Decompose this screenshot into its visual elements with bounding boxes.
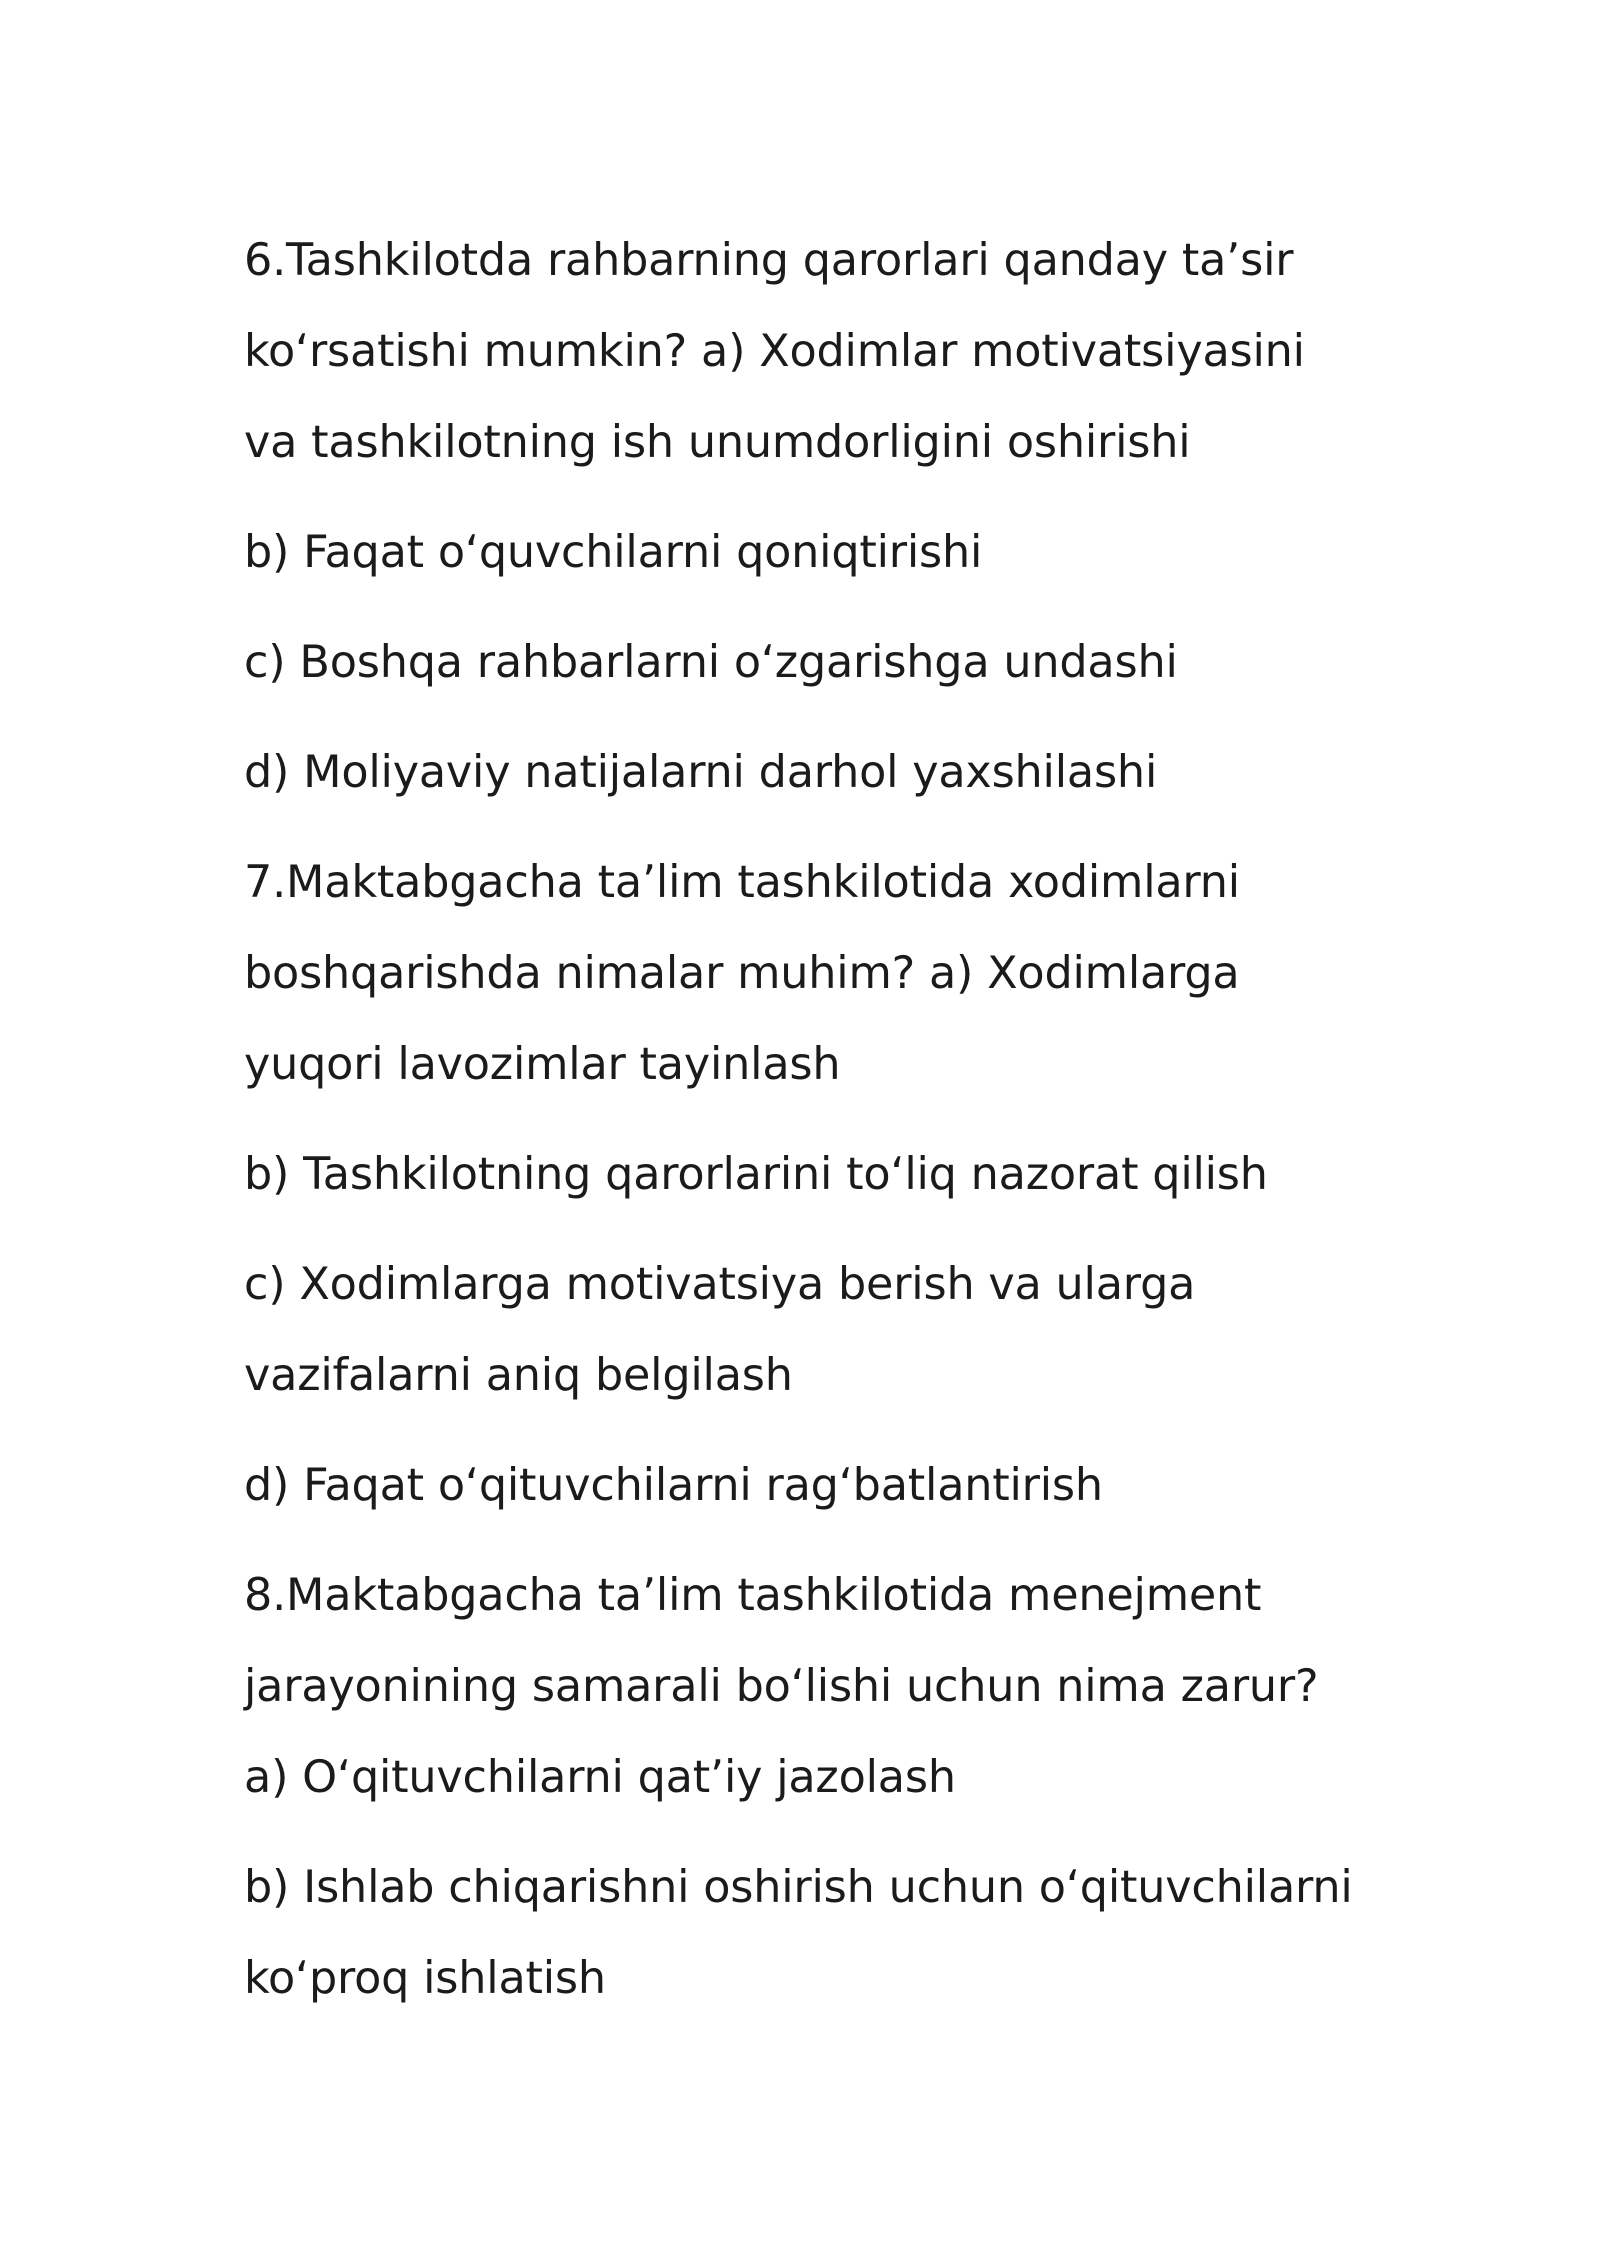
question-7-option-c: c) Xodimlarga motivatsiya berish va ularga vazifalarni aniq belgilash (244, 1259, 1196, 1401)
question-7-with-option-a: 7.Maktabgacha ta’lim tashkilotida xodimlarni boshqarishda nimalar muhim? a) Xodimlarga yuqori lavozimlar tayinlash (244, 857, 1240, 1090)
question-7-option-b: b) Tashkilotning qarorlarini to‘liq nazorat qilish (244, 1149, 1268, 1200)
question-6-option-d: d) Moliyaviy natijalarni darhol yaxshilashi (244, 747, 1158, 798)
question-8-option-b: b) Ishlab chiqarishni oshirish uchun o‘qituvchilarni ko‘proq ishlatish (244, 1862, 1353, 2004)
question-6-option-c: c) Boshqa rahbarlarni o‘zgarishga undashi (244, 637, 1178, 688)
question-6-option-b: b) Faqat o‘quvchilarni qoniqtirishi (244, 527, 983, 578)
question-6-with-option-a: 6.Tashkilotda rahbarning qarorlari qanday ta’sir ko‘rsatishi mumkin? a) Xodimlar motivatsiyasini va tashkilotning ish unumdorligini oshirishi (244, 235, 1305, 468)
question-8-with-option-a: 8.Maktabgacha ta’lim tashkilotida menejment jarayonining samarali bo‘lishi uchun nima zarur? a) O‘qituvchilarni qat’iy jazolash (244, 1570, 1319, 1803)
question-7-option-d: d) Faqat o‘qituvchilarni rag‘batlantirish (244, 1460, 1103, 1511)
document-body (244, 215, 1364, 2043)
